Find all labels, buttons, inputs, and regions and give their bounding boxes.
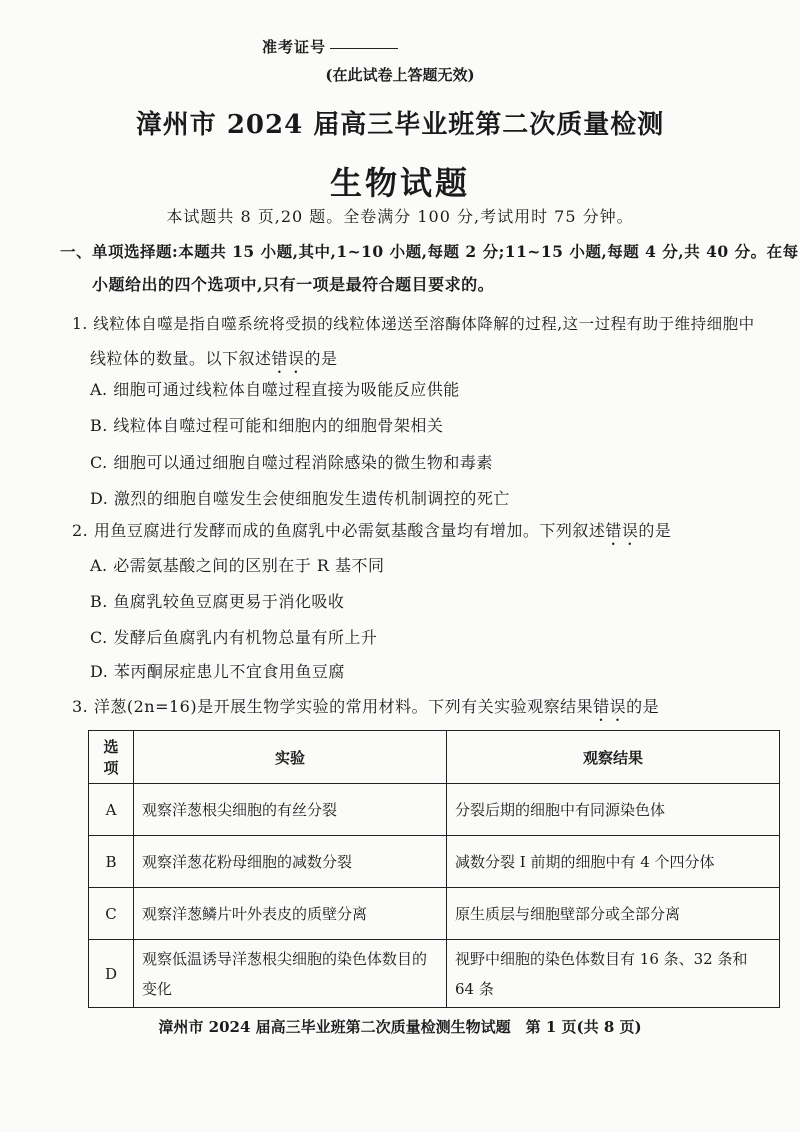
q2-stem-emphasis: 错误 [605, 521, 639, 540]
row-option: B [89, 836, 134, 888]
q3-observation-table [88, 730, 780, 1008]
row-result: 原生质层与细胞壁部分或全部分离 [447, 888, 780, 940]
row-option: C [89, 888, 134, 940]
table-row [89, 836, 780, 888]
subject-title: 生物试题 [329, 164, 470, 202]
section-instruction-line2: 小题给出的四个选项中,只有一项是最符合题目要求的。 [92, 275, 495, 294]
q1-option-d: D. 激烈的细胞自噬发生会使细胞发生遗传机制调控的死亡 [90, 489, 510, 508]
exam-id-blank [330, 48, 398, 49]
row-option: D [89, 940, 134, 1008]
q1-option-c: C. 细胞可以通过细胞自噬过程消除感染的微生物和毒素 [90, 453, 493, 472]
q1-stem-emphasis: 错误 [271, 349, 305, 368]
header-result: 观察结果 [447, 731, 780, 784]
invalid-answer-notice: (在此试卷上答题无效) [325, 66, 475, 84]
q1-stem-line1: 1. 线粒体自噬是指自噬系统将受损的线粒体递送至溶酶体降解的过程,这一过程有助于维持细胞中 [72, 315, 755, 333]
row-result: 视野中细胞的染色体数目有 16 条、32 条和 64 条 [447, 940, 780, 1008]
q1-option-b: B. 线粒体自噬过程可能和细胞内的细胞骨架相关 [90, 416, 444, 435]
table-row [89, 784, 780, 836]
row-option: A [89, 784, 134, 836]
q3-stem-text: 3. 洋葱(2n=16)是开展生物学实验的常用材料。下列有关实验观察结果 [72, 697, 594, 716]
q1-stem-tail: 的是 [304, 349, 338, 368]
page-footer: 漳州市 2024 届高三毕业班第二次质量检测生物试题 第 1 页(共 8 页) [158, 1018, 642, 1036]
q2-option-a: A. 必需氨基酸之间的区别在于 R 基不同 [90, 556, 385, 575]
q2-stem-tail: 的是 [638, 521, 672, 540]
q1-stem-text: 线粒体的数量。以下叙述 [90, 349, 272, 368]
table-row [89, 940, 780, 1008]
row-experiment: 观察洋葱花粉母细胞的减数分裂 [134, 836, 447, 888]
q2-option-c: C. 发酵后鱼腐乳内有机物总量有所上升 [90, 628, 378, 647]
q1-stem-line2 [90, 346, 338, 377]
exam-title: 漳州市 2024 届高三毕业班第二次质量检测 [135, 110, 665, 140]
section-instruction-line1: 一、单项选择题:本题共 15 小题,其中,1~10 小题,每题 2 分;11~15 小题,每题 4 分,共 40 分。在每 [60, 242, 799, 261]
header-experiment: 实验 [134, 731, 447, 784]
row-experiment: 观察低温诱导洋葱根尖细胞的染色体数目的变化 [134, 940, 447, 1008]
q3-stem [72, 694, 659, 725]
row-result: 分裂后期的细胞中有同源染色体 [447, 784, 780, 836]
q1-option-a: A. 细胞可通过线粒体自噬过程直接为吸能反应供能 [90, 380, 460, 399]
q3-stem-tail: 的是 [626, 697, 660, 716]
row-result: 减数分裂 I 前期的细胞中有 4 个四分体 [447, 836, 780, 888]
table-header-row [89, 731, 780, 784]
table-row [89, 888, 780, 940]
exam-id-label: 准考证号 [262, 38, 327, 56]
q3-stem-emphasis: 错误 [593, 697, 627, 716]
row-experiment: 观察洋葱鳞片叶外表皮的质壁分离 [134, 888, 447, 940]
q2-stem-text: 2. 用鱼豆腐进行发酵而成的鱼腐乳中必需氨基酸含量均有增加。下列叙述 [72, 521, 606, 540]
exam-intro: 本试题共 8 页,20 题。全卷满分 100 分,考试用时 75 分钟。 [166, 207, 634, 226]
q2-option-d: D. 苯丙酮尿症患儿不宜食用鱼豆腐 [90, 662, 345, 681]
exam-id-field [262, 36, 398, 57]
header-option: 选项 [89, 731, 134, 784]
q2-option-b: B. 鱼腐乳较鱼豆腐更易于消化吸收 [90, 592, 345, 611]
q2-stem [72, 518, 671, 549]
row-experiment: 观察洋葱根尖细胞的有丝分裂 [134, 784, 447, 836]
